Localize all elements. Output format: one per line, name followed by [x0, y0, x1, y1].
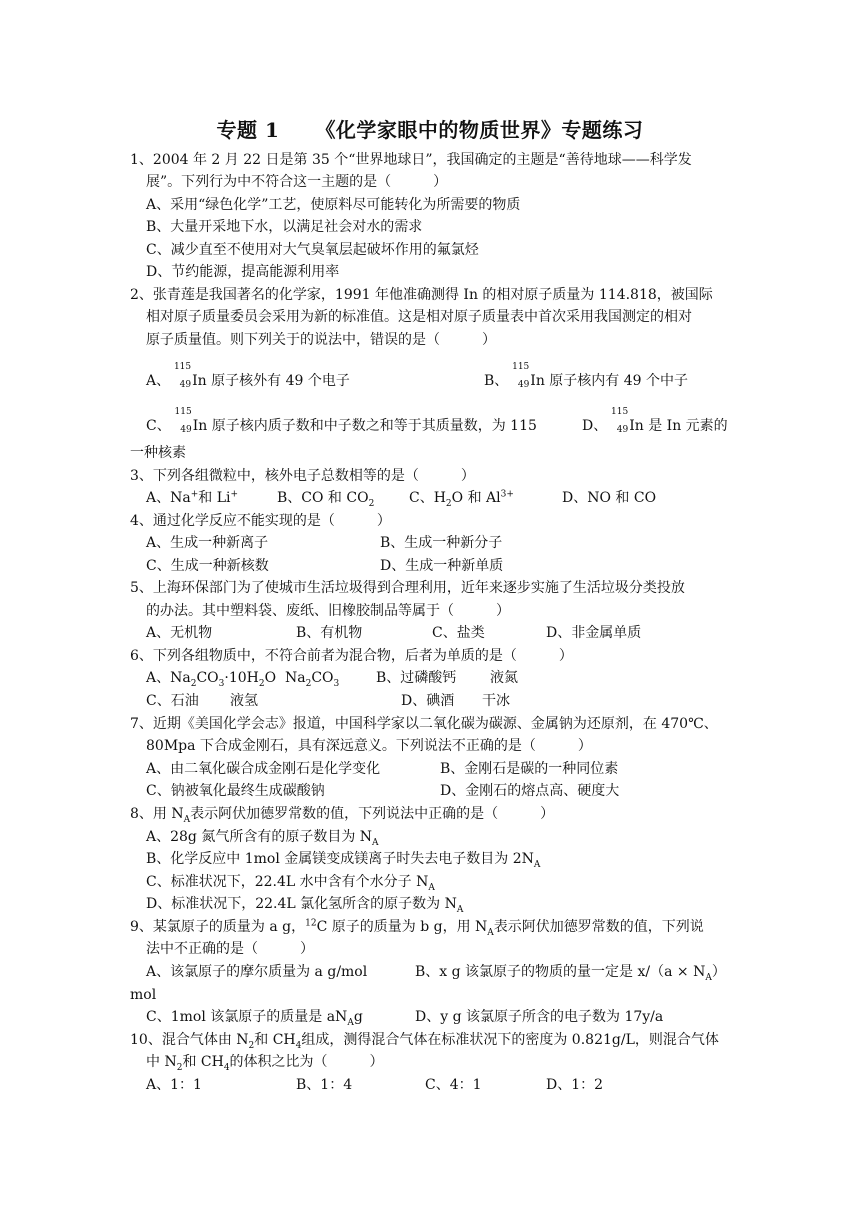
q7-stem-line2: 80Mpa 下合成金刚石，具有深远意义。下列说法不正确的是（ ） — [146, 738, 592, 754]
title-subject: 《化学家眼中的物质世界》专题练习 — [315, 118, 644, 142]
q5-option-b: B、有机物 — [296, 625, 363, 641]
title-topic: 专题 1 — [216, 118, 280, 142]
q6-option-d: D、碘酒 — [401, 693, 455, 709]
nuclide-symbol: 115 49 — [512, 362, 530, 390]
q5-stem-line2: 的办法。其中塑料袋、废纸、旧橡胶制品等属于（ ） — [146, 603, 510, 619]
q9-option-b: B、x g 该氯原子的物质的量一定是 $x/(a \times N_A)$ — [415, 964, 726, 983]
q3-option-c: C、$H_2O$ 和 $Al^{3+}$ — [409, 489, 514, 509]
q4-option-c: C、生成一种新核数 — [146, 558, 269, 574]
q8-option-a: A、28g 氮气所含有的原子数目为 $N_A$ — [146, 829, 379, 848]
q2-option-d: D、 115 49 In 是 In 元素的 — [582, 411, 728, 439]
q9-option-b-wrap: mol — [130, 987, 157, 1003]
q9-stem-line1: 9、某氯原子的质量为 a g，$^{12}$C 原子的质量为 b g，用 $N_A$表示阿伏加德罗常数的值，下列说 — [130, 918, 704, 938]
q7-option-d: D、金刚石的熔点高、硬度大 — [440, 783, 620, 799]
q6-stem: 6、下列各组物质中，不符合前者为混合物，后者为单质的是（ ） — [130, 648, 573, 664]
q2-option-c: C、 115 49 In 原子核内质子数和中子数之和等于其质量数，为 115 — [146, 411, 537, 439]
nuclide-symbol: 115 49 — [173, 362, 192, 390]
q10-option-d: D、1：2 — [546, 1077, 604, 1093]
q3-option-a: A、Na+和 Li+ — [146, 489, 239, 506]
q8-stem: 8、用 $N_A$表示阿伏加德罗常数的值，下列说法中正确的是（ ） — [130, 806, 555, 825]
q10-stem-line2: 中 $N_2$和 $CH_4$的体积之比为（ ） — [146, 1054, 384, 1073]
q7-stem-line1: 7、近期《美国化学会志》报道，中国科学家以二氧化碳为碳源、金属钠为还原剂，在 470℃、 — [130, 716, 718, 732]
q5-option-d: D、非金属单质 — [546, 625, 642, 641]
q4-option-b: B、生成一种新分子 — [380, 535, 503, 551]
q9-option-a: A、该氯原子的摩尔质量为 a g/mol — [146, 964, 368, 980]
q6-option-c-second: 液氢 — [230, 693, 258, 709]
q9-option-c: C、1mol 该氯原子的质量是 $aN_Ag$ — [146, 1009, 363, 1028]
q5-stem-line1: 5、上海环保部门为了使城市生活垃圾得到合理利用，近年来逐步实施了生活垃圾分类投放 — [130, 580, 685, 596]
q2-option-b: B、 115 49 In 原子核内有 49 个中子 — [484, 366, 688, 394]
q2-stem-line3: 原子质量值。则下列关于的说法中，错误的是（ ） — [146, 332, 496, 348]
q6-option-b: B、过磷酸钙 — [376, 670, 457, 686]
q6-option-a-second: $Na_2CO_3$ — [285, 670, 340, 689]
q5-option-c: C、盐类 — [432, 625, 485, 641]
q2-option-a: A、 115 49 In 原子核外有 49 个电子 — [146, 366, 350, 394]
q10-option-c: C、4：1 — [425, 1077, 482, 1093]
q2-option-d-wrap: 一种核素 — [130, 445, 186, 461]
q1-stem-line1: 1、2004 年 2 月 22 日是第 35 个“世界地球日”，我国确定的主题是“善待地球——科学发 — [130, 152, 692, 168]
q9-option-d: D、y g 该氯原子所含的电子数为 17y/a — [415, 1009, 664, 1025]
q1-option-a: A、采用“绿色化学”工艺，使原料尽可能转化为所需要的物质 — [146, 197, 521, 213]
q1-option-b: B、大量开采地下水，以满足社会对水的需求 — [146, 219, 423, 235]
q2-stem-line1: 2、张青莲是我国著名的化学家，1991 年他准确测得 In 的相对原子质量为 114.818，被国际 — [130, 287, 713, 303]
q8-option-b: B、化学反应中 1mol 金属镁变成镁离子时失去电子数目为 $2N_A$ — [146, 851, 541, 870]
q8-option-d: D、标准状况下，22.4L 氯化氢所含的原子数为 $N_A$ — [146, 896, 464, 915]
q4-option-d: D、生成一种新单质 — [380, 558, 504, 574]
q3-stem: 3、下列各组微粒中，核外电子总数相等的是（ ） — [130, 468, 475, 484]
q9-stem-line2: 法中不正确的是（ ） — [146, 941, 314, 957]
q7-option-c: C、钠被氧化最终生成碳酸钠 — [146, 783, 325, 799]
q6-option-d-second: 干冰 — [482, 693, 510, 709]
q6-option-a: A、$Na_2CO_3\cdot 10H_2O$ — [146, 670, 277, 689]
page-title — [0, 114, 860, 143]
q3-option-b: B、CO 和 $CO_2$ — [277, 490, 375, 509]
q6-option-c: C、石油 — [146, 693, 199, 709]
q8-option-c: C、标准状况下，22.4L 水中含有个水分子 $N_A$ — [146, 874, 435, 893]
q4-stem: 4、通过化学反应不能实现的是（ ） — [130, 513, 391, 529]
q1-stem-line2: 展”。下列行为中不符合这一主题的是（ ） — [146, 174, 448, 190]
q2-stem-line2: 相对原子质量委员会采用为新的标准值。这是相对原子质量表中首次采用我国测定的相对 — [146, 309, 692, 325]
q1-option-c: C、减少直至不使用对大气臭氧层起破坏作用的氟氯烃 — [146, 242, 479, 258]
q5-option-a: A、无机物 — [146, 625, 213, 641]
q7-option-a: A、由二氧化碳合成金刚石是化学变化 — [146, 761, 381, 777]
nuclide-symbol: 115 49 — [611, 407, 629, 435]
q6-option-b-second: 液氮 — [490, 670, 518, 686]
q1-option-d: D、节约能源，提高能源利用率 — [146, 264, 340, 280]
q3-option-d: D、NO 和 CO — [562, 490, 657, 506]
q4-option-a: A、生成一种新离子 — [146, 535, 269, 551]
nuclide-symbol: 115 49 — [174, 407, 192, 435]
q10-option-b: B、1：4 — [296, 1077, 353, 1093]
q10-stem-line1: 10、混合气体由 $N_2$和 $CH_4$组成，测得混合气体在标准状况下的密度为 0.821g/L，则混合气体 — [130, 1032, 719, 1051]
q7-option-b: B、金刚石是碳的一种同位素 — [440, 761, 619, 777]
q10-option-a: A、1：1 — [146, 1077, 202, 1093]
